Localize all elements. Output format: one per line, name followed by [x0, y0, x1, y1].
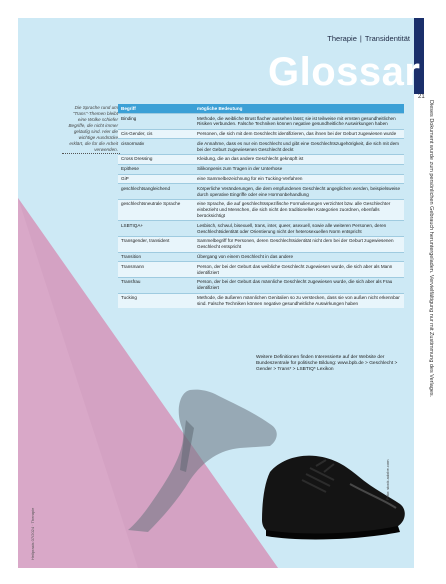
side-note: Die Sprache rund um "Trans"-Themen bleibt eine Wolke schiefer Begriffe, die nicht immer geläufig sind. Hier die wichtige Ausdrücke erklärt, die für die Arbeit verwenden.	[68, 105, 118, 152]
table-row	[118, 277, 404, 293]
shoe-image	[120, 380, 410, 550]
left-vertical-footer	[30, 460, 34, 560]
shoe-illustration	[120, 380, 410, 550]
page-number: 21	[418, 94, 425, 100]
left-vertical-text: Heilpraxis 07/2024 · Therapie	[30, 507, 35, 560]
term-cell: Binding	[118, 114, 194, 130]
table-row	[118, 164, 404, 174]
table-row	[118, 139, 404, 155]
table-row	[118, 199, 404, 220]
meaning-cell: Methode, die äußeren männlichen Genitalien so zu verstecken, dass sie von außen nicht erkennbar sind. Falsche Techniken können negative gesundheitliche Auswirkungen haben	[194, 293, 404, 308]
term-cell: geschlechtsangleichend	[118, 184, 194, 200]
header-breadcrumb	[327, 34, 410, 43]
table-row	[118, 114, 404, 130]
table-row	[118, 129, 404, 139]
meaning-cell: Personen, die sich mit dem Geschlecht identifizieren, das ihnen bei der Geburt zugewiesen wurde	[194, 129, 404, 139]
meaning-cell: Methode, die weibliche Brust flacher aussehen lässt; sie ist teilweise mit ernsten gesundheitlichen Risiken verbunden. Falsche Techniken können negative gesundheitliche Auswirkungen haben	[194, 114, 404, 130]
right-vertical-notice	[426, 100, 434, 570]
glossary-table	[118, 104, 404, 308]
term-cell: Transgender, transident	[118, 236, 194, 252]
high-heel-shadow	[128, 390, 277, 532]
table-row	[118, 262, 404, 278]
term-cell: Epithese	[118, 164, 194, 174]
meaning-cell: Kleidung, die an das andere Geschlecht geknüpft ist	[194, 154, 404, 164]
term-cell: Cis-Gender, cis	[118, 129, 194, 139]
right-vertical-text: Dieses Dokument wurde zum persönlichen Gebrauch heruntergeladen. Vervielfältigung nur mit Zustimmung des Verlages.	[428, 100, 434, 398]
page-title: Glossar	[268, 50, 421, 94]
meaning-cell: eine Sammelbezeichnung für ein Tucking-Verfahren	[194, 174, 404, 184]
table-row	[118, 221, 404, 237]
term-cell: Tucking	[118, 293, 194, 308]
meaning-cell: Person, der bei der Geburt das männliche Geschlecht zugewiesen wurde, die sich aber als Frau identifiziert	[194, 277, 404, 293]
meaning-cell: Lesbisch, schwul, bisexuell, trans, inter, queer, asexuell, sowie alle weiteren Personen, deren Geschlechtsidentität oder Orientierung nicht der heterosexuellen Norm entspricht	[194, 221, 404, 237]
term-cell: cisnormativ	[118, 139, 194, 155]
meaning-cell: Person, der bei der Geburt das weibliche Geschlecht zugewiesen wurde, die sich aber als Mann identifiziert	[194, 262, 404, 278]
meaning-cell: Übergang von einem Geschlecht in das andere	[194, 252, 404, 262]
meaning-cell: Silikonpenis zum Tragen in der Unterhose	[194, 164, 404, 174]
table-row	[118, 293, 404, 308]
table-row	[118, 184, 404, 200]
term-cell: LSBTIQA+	[118, 221, 194, 237]
column-header-term: Begriff	[118, 104, 194, 114]
header-separator: |	[359, 34, 362, 43]
meaning-cell: Sammelbegriff für Personen, deren Geschlechtsidentität nicht dem bei der Geburt zugewiesenen Geschlecht entspricht	[194, 236, 404, 252]
header-section: Therapie	[327, 34, 357, 43]
header-topic: Transidentität	[364, 34, 410, 43]
table-row	[118, 154, 404, 164]
black-shoe	[262, 456, 405, 537]
table-row	[118, 174, 404, 184]
photo-credit	[385, 440, 391, 500]
term-cell: Transmann	[118, 262, 194, 278]
photo-credit-text: Foto: stock.adobe.com	[385, 459, 390, 500]
dotted-divider	[62, 153, 120, 154]
table-row	[118, 236, 404, 252]
table-row	[118, 252, 404, 262]
term-cell: GiP	[118, 174, 194, 184]
column-header-meaning: mögliche Bedeutung	[194, 104, 404, 114]
meaning-cell: Körperliche Veränderungen, die dem empfundenen Geschlecht angeglichen werden, beispielsweise durch operative Eingriffe oder eine Hormonbehandlung	[194, 184, 404, 200]
term-cell: Cross Dressing	[118, 154, 194, 164]
term-cell: Transition	[118, 252, 194, 262]
term-cell: geschlechtsneutrale Sprache	[118, 199, 194, 220]
further-info-text: Weitere Definitionen finden Interessierte auf der Website der Bundeszentrale für politische Bildung: www.bpb.de > Geschlecht > Gender > Trans* > LSBTIQ* Lexikon	[256, 355, 398, 372]
meaning-cell: eine Sprache, die auf geschlechtsspezifische Formulierungen verzichtet bzw. alle Geschlechter einbezieht und Menschen, die sich nicht den traditionellen Kategorien zuordnen, ebenfalls berücksichtigt	[194, 199, 404, 220]
term-cell: Transfrau	[118, 277, 194, 293]
meaning-cell: die Annahme, dass es nur ein Geschlecht und gibt eine Geschlechtszugehörigkeit, die sich mit dem bei der Geburt zugewiesenen Geschlecht deckt	[194, 139, 404, 155]
table-header-row	[118, 104, 404, 114]
